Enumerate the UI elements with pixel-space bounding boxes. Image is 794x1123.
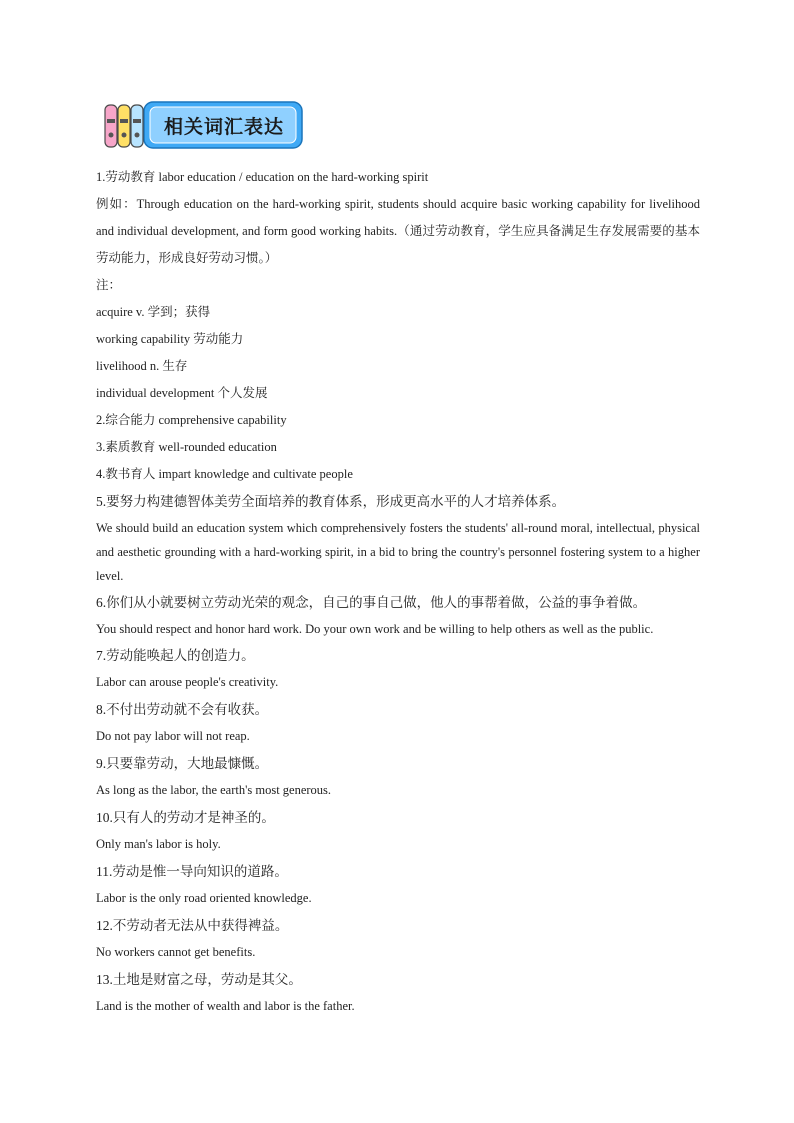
- item-1-example: 例如：Through education on the hard-working spirit, students should acquire basic working capability for livelihood and individual development, and form good working habits.（通过劳动教育，学生应具备满足生存发展需要的基本劳动能力，形成良好劳动习惯。）: [96, 197, 700, 265]
- item-12-zh: 12.不劳动者无法从中获得裨益。: [96, 918, 289, 933]
- item-5-zh: 5.要努力构建德智体美劳全面培养的教育体系，形成更高水平的人才培养体系。: [96, 494, 566, 509]
- note-individual-development: individual development 个人发展: [96, 386, 268, 400]
- item-3: 3.素质教育 well-rounded education: [96, 440, 277, 454]
- item-1: 1.劳动教育 labor education / education on the hard-working spirit: [96, 170, 429, 184]
- item-4: 4.教书育人 impart knowledge and cultivate people: [96, 467, 353, 481]
- item-9-en: As long as the labor, the earth's most generous.: [96, 783, 332, 797]
- note-acquire: acquire v. 学到；获得: [96, 305, 211, 319]
- item-7-zh: 7.劳动能唤起人的创造力。: [96, 648, 255, 663]
- item-8-zh: 8.不付出劳动就不会有收获。: [96, 702, 269, 717]
- item-8-en: Do not pay labor will not reap.: [96, 729, 250, 743]
- item-11-zh: 11.劳动是惟一导向知识的道路。: [96, 864, 288, 879]
- item-5-en: We should build an education system which comprehensively fosters the students' all-round moral, intellectual, physical and aesthetic grounding with a hard-working spirit, in a bid to bring the country's personnel fostering system to a higher level.: [96, 521, 700, 583]
- item-11-en: Labor is the only road oriented knowledge.: [96, 891, 312, 905]
- item-10-zh: 10.只有人的劳动才是神圣的。: [96, 810, 275, 825]
- note-livelihood: livelihood n. 生存: [96, 359, 188, 373]
- item-13-en: Land is the mother of wealth and labor is the father.: [96, 999, 355, 1013]
- item-2: 2.综合能力 comprehensive capability: [96, 413, 287, 427]
- item-13-zh: 13.土地是财富之母，劳动是其父。: [96, 972, 302, 987]
- item-10-en: Only man's labor is holy.: [96, 837, 221, 851]
- note-label: 注：: [96, 278, 122, 292]
- note-working-capability: working capability 劳动能力: [96, 332, 244, 346]
- section-title: 相关词汇表达: [163, 115, 284, 138]
- item-9-zh: 9.只要靠劳动，大地最慷慨。: [96, 756, 269, 771]
- item-6-en: You should respect and honor hard work. Do your own work and be willing to help others as well as the public.: [96, 622, 654, 636]
- item-12-en: No workers cannot get benefits.: [96, 945, 256, 959]
- item-6-zh: 6.你们从小就要树立劳动光荣的观念，自己的事自己做，他人的事帮着做，公益的事争着做。: [96, 595, 647, 610]
- section-banner: [104, 101, 304, 149]
- item-7-en: Labor can arouse people's creativity.: [96, 675, 279, 689]
- vocabulary-list: [96, 164, 700, 1020]
